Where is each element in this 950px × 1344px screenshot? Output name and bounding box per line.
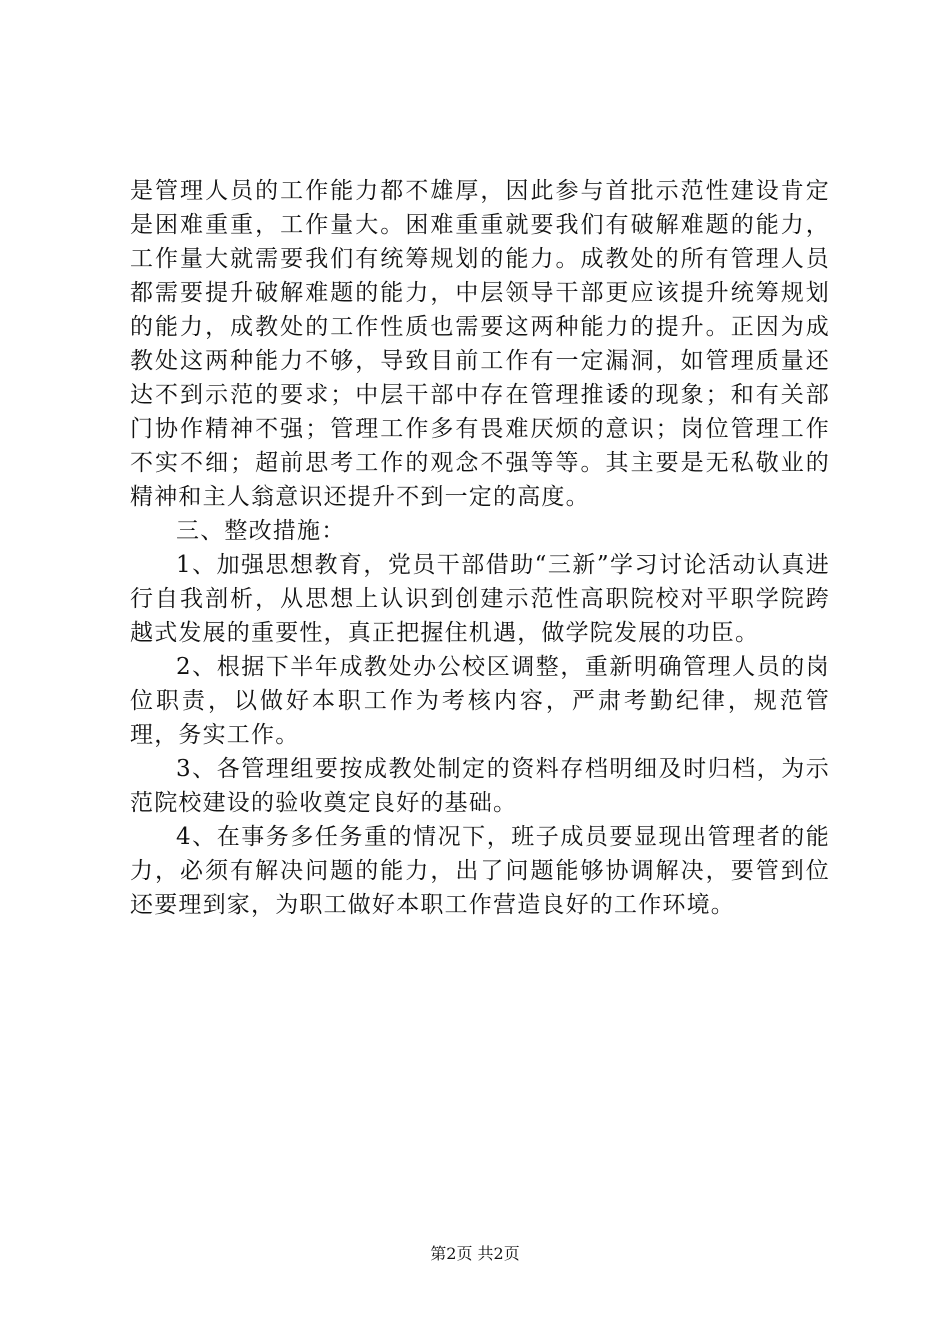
measure-item-4: 4、在事务多任务重的情况下，班子成员要显现出管理者的能力，必须有解决问题的能力，出了问题能够协调解决，要管到位还要理到家，为职工做好本职工作营造良好的工作环境。 [130,824,830,918]
page-footer [0,1244,950,1264]
paragraph-1: 是管理人员的工作能力都不雄厚，因此参与首批示范性建设肯定是困难重重，工作量大。困难重重就要我们有破解难题的能力，工作量大就需要我们有统筹规划的能力。成教处的所有管理人员都需要提升破解难题的能力，中层领导干部更应该提升统筹规划的能力，成教处的工作性质也需要这两种能力的提升。正因为成教处这两种能力不够，导致目前工作有一定漏洞，如管理质量还达不到示范的要求；中层干部中存在管理推诿的现象；和有关部门协作精神不强；管理工作多有畏难厌烦的意识；岗位管理工作不实不细；超前思考工作的观念不强等等。其主要是无私敬业的精神和主人翁意识还提升不到一定的高度。 [130,178,830,510]
measure-item-1: 1、加强思想教育，党员干部借助“三新”学习讨论活动认真进行自我剖析，从思想上认识到创建示范性高职院校对平职学院跨越式发展的重要性，真正把握住机遇，做学院发展的功臣。 [130,552,830,646]
measure-item-2: 2、根据下半年成教处办公校区调整，重新明确管理人员的岗位职责，以做好本职工作为考核内容，严肃考勤纪律，规范管理，务实工作。 [130,654,830,748]
document-body [130,174,830,922]
measure-item-3: 3、各管理组要按成教处制定的资料存档明细及时归档，为示范院校建设的验收奠定良好的基础。 [130,756,830,816]
page-number: 第2页 共2页 [430,1244,520,1263]
section-heading-rectification: 三、整改措施： [176,518,346,544]
